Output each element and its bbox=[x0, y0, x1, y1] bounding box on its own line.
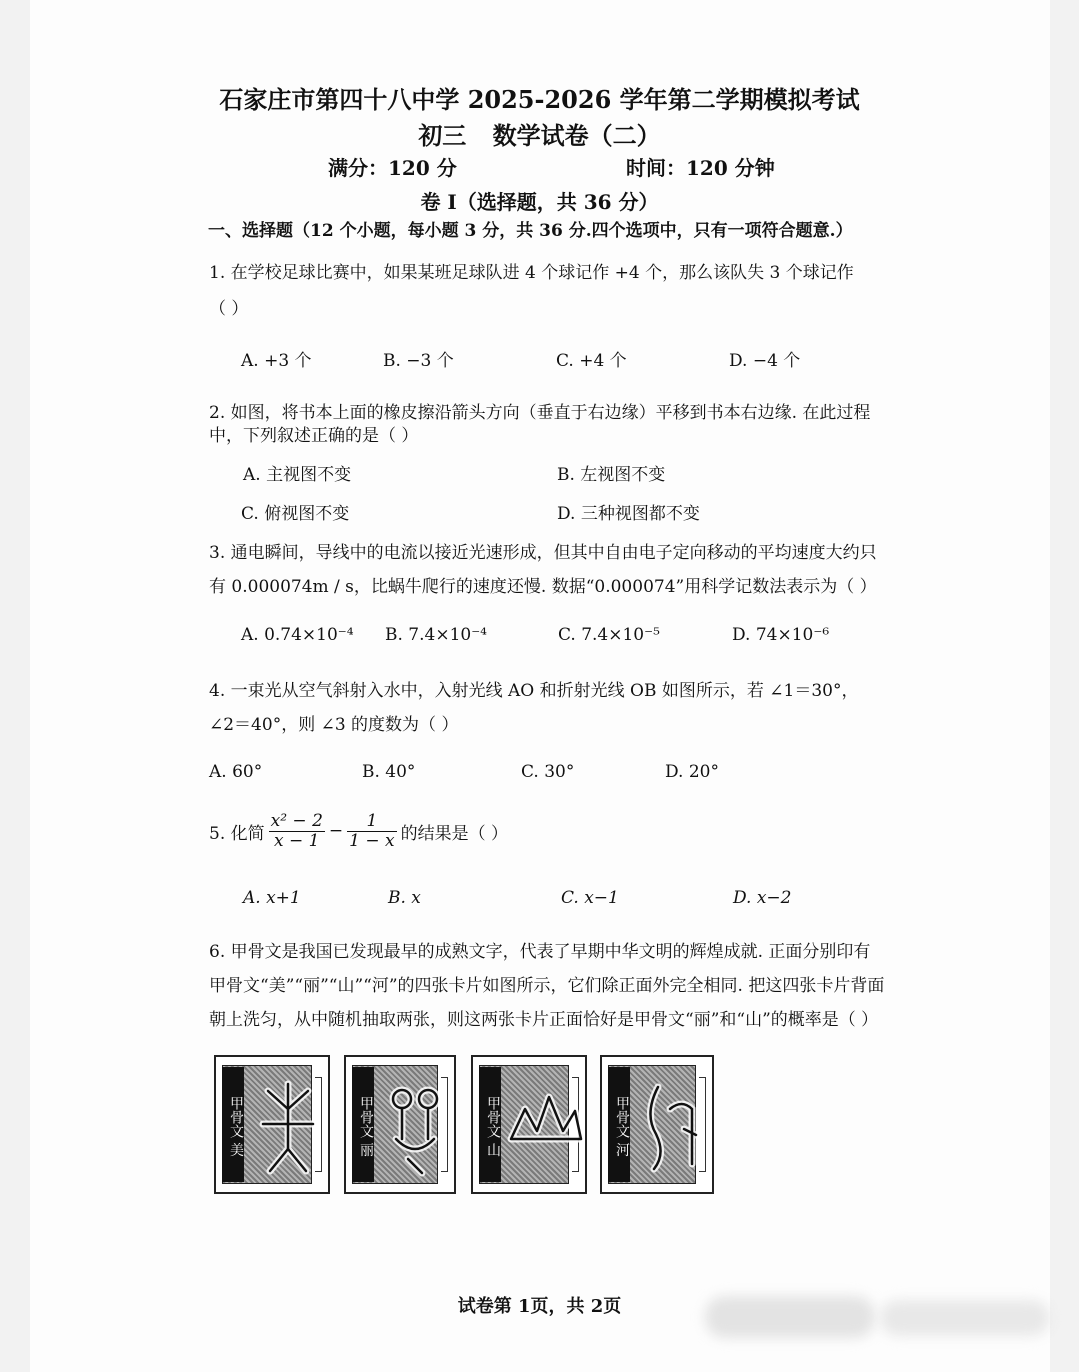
oracle-card-mei bbox=[214, 1055, 330, 1194]
q3-option-c: C. 7.4×10⁻⁵ bbox=[558, 625, 660, 645]
q5-fraction-1-denominator: x − 1 bbox=[274, 830, 320, 851]
question-3-line-2: 有 0.000074m / s，比蜗牛爬行的速度还慢. 数据“0.000074”用科学记数法表示为（ ） bbox=[209, 577, 877, 597]
section-title: 卷 I（选择题，共 36 分） bbox=[420, 190, 659, 214]
shan-glyph-icon bbox=[505, 1069, 585, 1179]
question-5 bbox=[209, 812, 508, 850]
q5-suffix: 的结果是（ ） bbox=[400, 823, 509, 844]
card-strip: 甲骨文 河 bbox=[608, 1067, 630, 1182]
oracle-card-shan bbox=[471, 1055, 587, 1194]
question-2-line-2: 中，下列叙述正确的是（ ） bbox=[209, 426, 419, 446]
q5-option-b: B. x bbox=[388, 888, 421, 908]
q5-fraction-1-numerator: x² − 2 bbox=[270, 811, 323, 831]
li-glyph-icon bbox=[378, 1069, 458, 1179]
full-score: 满分：120 分 bbox=[328, 156, 457, 180]
mei-glyph-icon bbox=[248, 1069, 328, 1179]
exam-subtitle: 初三 数学试卷（二） bbox=[418, 121, 661, 150]
card-strip: 甲骨文 丽 bbox=[352, 1067, 374, 1182]
q5-fraction-2-numerator: 1 bbox=[347, 812, 396, 832]
question-6-line-3: 朝上洗匀，从中随机抽取两张，则这两张卡片正面恰好是甲骨文“丽”和“山”的概率是（ ） bbox=[209, 1010, 879, 1030]
q5-minus: − bbox=[328, 821, 344, 842]
q2-option-b: B. 左视图不变 bbox=[557, 465, 666, 485]
q4-option-b: B. 40° bbox=[362, 762, 416, 782]
q4-option-c: C. 30° bbox=[521, 762, 575, 782]
question-3-line-1: 3. 通电瞬间，导线中的电流以接近光速形成，但其中自由电子定向移动的平均速度大约只 bbox=[209, 543, 877, 563]
exam-title: 石家庄市第四十八中学 2025-2026 学年第二学期模拟考试 bbox=[219, 85, 860, 114]
q3-option-b: B. 7.4×10⁻⁴ bbox=[385, 625, 487, 645]
card-strip: 甲骨文 美 bbox=[222, 1067, 244, 1182]
q5-option-c: C. x−1 bbox=[561, 888, 619, 908]
card-strip: 甲骨文 山 bbox=[479, 1067, 501, 1182]
he-glyph-icon bbox=[634, 1069, 714, 1179]
q5-fraction-2 bbox=[347, 812, 396, 850]
q1-option-a: A. +3 个 bbox=[241, 351, 312, 371]
q5-option-d: D. x−2 bbox=[733, 888, 792, 908]
q5-prefix: 5. 化简 bbox=[209, 823, 265, 844]
q5-fraction-1 bbox=[269, 812, 325, 850]
question-4-line-1: 4. 一束光从空气斜射入水中，入射光线 AO 和折射光线 OB 如图所示，若 ∠1＝30°， bbox=[209, 681, 859, 701]
question-4-line-2: ∠2＝40°，则 ∠3 的度数为（ ） bbox=[209, 715, 459, 735]
q1-option-d: D. −4 个 bbox=[729, 351, 801, 371]
oracle-card-li bbox=[344, 1055, 456, 1194]
q5-fraction-2-denominator: 1 − x bbox=[349, 830, 395, 851]
q5-option-a: A. x+1 bbox=[243, 888, 301, 908]
question-1-line-2: （ ） bbox=[209, 299, 249, 319]
section-instructions: 一、选择题（12 个小题，每小题 3 分，共 36 分.四个选项中，只有一项符合题意.） bbox=[208, 221, 853, 241]
question-2-line-1: 2. 如图，将书本上面的橡皮擦沿箭头方向（垂直于右边缘）平移到书本右边缘. 在此过程 bbox=[209, 403, 871, 423]
q2-option-c: C. 俯视图不变 bbox=[241, 504, 350, 524]
question-6-line-1: 6. 甲骨文是我国已发现最早的成熟文字，代表了早期中华文明的辉煌成就. 正面分别印有 bbox=[209, 942, 871, 962]
q3-option-a: A. 0.74×10⁻⁴ bbox=[241, 625, 354, 645]
q2-option-d: D. 三种视图都不变 bbox=[557, 504, 700, 524]
q1-option-c: C. +4 个 bbox=[556, 351, 627, 371]
oracle-card-he bbox=[600, 1055, 714, 1194]
q3-option-d: D. 74×10⁻⁶ bbox=[732, 625, 830, 645]
page-footer: 试卷第 1页，共 2页 bbox=[457, 1296, 622, 1317]
q2-option-a: A. 主视图不变 bbox=[243, 465, 352, 485]
q1-option-b: B. −3 个 bbox=[383, 351, 454, 371]
question-1-line-1: 1. 在学校足球比赛中，如果某班足球队进 4 个球记作 +4 个，那么该队失 3 个球记作 bbox=[209, 263, 854, 283]
question-6-line-2: 甲骨文“美”“丽”“山”“河”的四张卡片如图所示，它们除正面外完全相同. 把这四张卡片背面 bbox=[209, 976, 885, 996]
blurred-watermark bbox=[705, 1296, 875, 1338]
exam-time: 时间：120 分钟 bbox=[626, 156, 775, 180]
blurred-watermark bbox=[880, 1300, 1050, 1336]
q4-option-a: A. 60° bbox=[209, 762, 263, 782]
q4-option-d: D. 20° bbox=[665, 762, 719, 782]
